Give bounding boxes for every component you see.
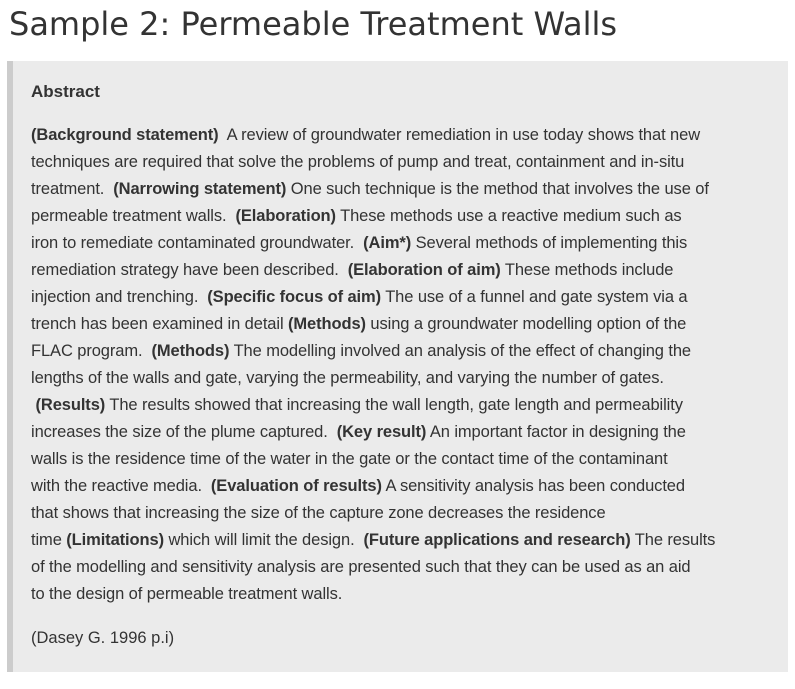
rhetorical-move-label: (Methods) [288, 315, 366, 333]
page-title: Sample 2: Permeable Treatment Walls [9, 5, 618, 43]
abstract-line [31, 149, 783, 176]
rhetorical-move-label: (Narrowing statement) [113, 180, 287, 198]
citation: (Dasey G. 1996 p.i) [31, 629, 175, 647]
abstract-line [31, 230, 783, 257]
abstract-line [31, 203, 783, 230]
abstract-text: These methods use a reactive medium such as [335, 207, 682, 225]
abstract-line [31, 176, 783, 203]
abstract-text: A sensitivity analysis has been conducted [381, 477, 685, 495]
abstract-text: of the modelling and sensitivity analysis are presented such that they can be used as an aid [31, 558, 691, 576]
abstract-line [31, 419, 783, 446]
abstract-text: iron to remediate contaminated groundwater. [31, 234, 364, 252]
abstract-text: walls is the residence time of the water in the gate or the contact time of the contaminant [31, 450, 668, 468]
abstract-text: Several methods of implementing this [411, 234, 688, 252]
abstract-text: trench has been examined in detail [31, 315, 289, 333]
abstract-text: with the reactive media. [31, 477, 211, 495]
abstract-text: These methods include [500, 261, 674, 279]
abstract-text: to the design of permeable treatment walls. [31, 585, 343, 603]
abstract-line [31, 311, 783, 338]
abstract-text: increases the size of the plume captured. [31, 423, 337, 441]
rhetorical-move-label: (Elaboration) [235, 207, 336, 225]
abstract-line [31, 122, 783, 149]
abstract-text: using a groundwater modelling option of the [365, 315, 687, 333]
abstract-text: injection and trenching. [31, 288, 208, 306]
abstract-line [31, 392, 783, 419]
abstract-text: FLAC program. [31, 342, 152, 360]
rhetorical-move-label: (Methods) [151, 342, 230, 360]
abstract-text: The modelling involved an analysis of the effect of changing the [229, 342, 692, 360]
abstract-line [31, 446, 783, 473]
rhetorical-move-label: (Aim*) [363, 234, 412, 252]
abstract-blockquote [7, 61, 788, 672]
abstract-line [31, 257, 783, 284]
abstract-line [31, 554, 783, 581]
rhetorical-move-label: (Future applications and research) [363, 531, 631, 549]
abstract-line [31, 581, 783, 608]
abstract-text: The results showed that increasing the wall length, gate length and permeability [105, 396, 683, 414]
abstract-text: The use of a funnel and gate system via a [381, 288, 688, 306]
abstract-line [31, 338, 783, 365]
abstract-line [31, 284, 783, 311]
rhetorical-move-label: (Results) [35, 396, 106, 414]
abstract-text: The results [630, 531, 716, 549]
abstract-text: A review of groundwater remediation in use today shows that new [218, 126, 701, 144]
abstract-text: One such technique is the method that involves the use of [286, 180, 709, 198]
abstract-line [31, 365, 783, 392]
rhetorical-move-label: (Evaluation of results) [210, 477, 382, 495]
abstract-text: An important factor in designing the [426, 423, 686, 441]
abstract-line [31, 527, 783, 554]
abstract-line [31, 473, 783, 500]
rhetorical-move-label: (Key result) [336, 423, 427, 441]
abstract-text: that shows that increasing the size of the capture zone decreases the residence [31, 504, 606, 522]
abstract-line [31, 500, 783, 527]
abstract-text: lengths of the walls and gate, varying the permeability, and varying the number of gates. [31, 369, 664, 387]
rhetorical-move-label: (Specific focus of aim) [207, 288, 382, 306]
abstract-body [31, 122, 783, 608]
abstract-text: permeable treatment walls. [31, 207, 236, 225]
abstract-text: which will limit the design. [163, 531, 364, 549]
rhetorical-move-label: (Limitations) [66, 531, 164, 549]
rhetorical-move-label: (Background statement) [31, 126, 219, 144]
abstract-heading: Abstract [31, 82, 100, 101]
abstract-text: remediation strategy have been described. [31, 261, 348, 279]
abstract-text: time [31, 531, 67, 549]
rhetorical-move-label: (Elaboration of aim) [347, 261, 501, 279]
abstract-text: treatment. [31, 180, 114, 198]
abstract-text: techniques are required that solve the problems of pump and treat, containment and in-situ [31, 153, 685, 171]
